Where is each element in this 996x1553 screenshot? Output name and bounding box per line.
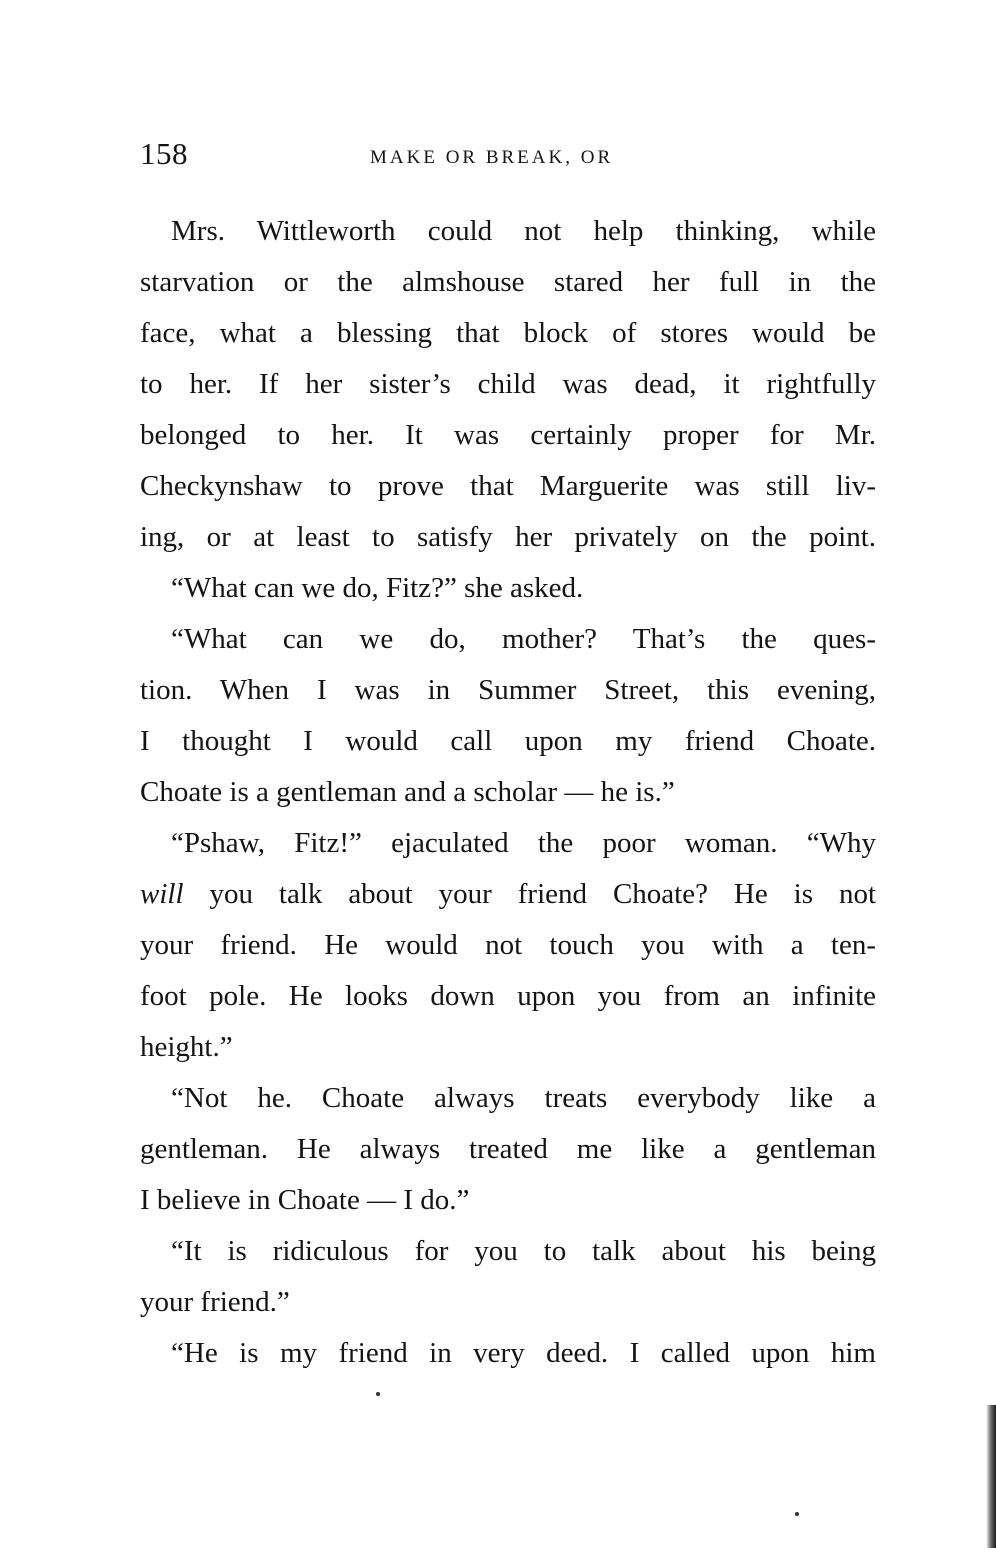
text-line: I thought I would call upon my friend Choate. <box>140 725 876 757</box>
text-line: your friend. He would not touch you with a ten- <box>140 929 876 961</box>
text-line: Checkynshaw to prove that Marguerite was still liv- <box>140 470 876 502</box>
page-number: 158 <box>140 136 188 171</box>
text-line: face, what a blessing that block of stores would be <box>140 317 876 349</box>
text-line: your friend.” <box>140 1286 290 1318</box>
text-line: “What can we do, mother? That’s the ques- <box>171 623 876 655</box>
scan-speck <box>376 1392 380 1396</box>
text-line: tion. When I was in Summer Street, this evening, <box>140 674 876 706</box>
emphasis-word: will <box>140 878 184 910</box>
text-line: I believe in Choate — I do.” <box>140 1184 470 1216</box>
text-line-rest: you talk about your friend Choate? He is not <box>209 878 876 910</box>
text-line: “It is ridiculous for you to talk about his being <box>171 1235 876 1267</box>
text-line: starvation or the almshouse stared her full in the <box>140 266 876 298</box>
binding-edge <box>986 1405 996 1548</box>
body-text <box>140 206 876 1379</box>
scan-speck <box>795 1512 799 1516</box>
text-line: ing, or at least to satisfy her privately on the point. <box>140 521 876 553</box>
text-line: foot pole. He looks down upon you from an infinite <box>140 980 876 1012</box>
text-line: “Not he. Choate always treats everybody like a <box>171 1082 876 1114</box>
text-line: height.” <box>140 1031 233 1063</box>
text-line: “He is my friend in very deed. I called upon him <box>171 1337 876 1369</box>
text-line: belonged to her. It was certainly proper for Mr. <box>140 419 876 451</box>
text-line: “Pshaw, Fitz!” ejaculated the poor woman. “Why <box>171 827 876 859</box>
text-line: gentleman. He always treated me like a gentleman <box>140 1133 876 1165</box>
running-title: MAKE OR BREAK, OR <box>370 147 614 168</box>
text-line: Choate is a gentleman and a scholar — he is.” <box>140 776 675 808</box>
text-line: Mrs. Wittleworth could not help thinking, while <box>171 215 876 247</box>
text-line-with-emphasis <box>140 869 876 920</box>
text-line: “What can we do, Fitz?” she asked. <box>171 572 584 604</box>
text-line: to her. If her sister’s child was dead, it rightfully <box>140 368 876 400</box>
